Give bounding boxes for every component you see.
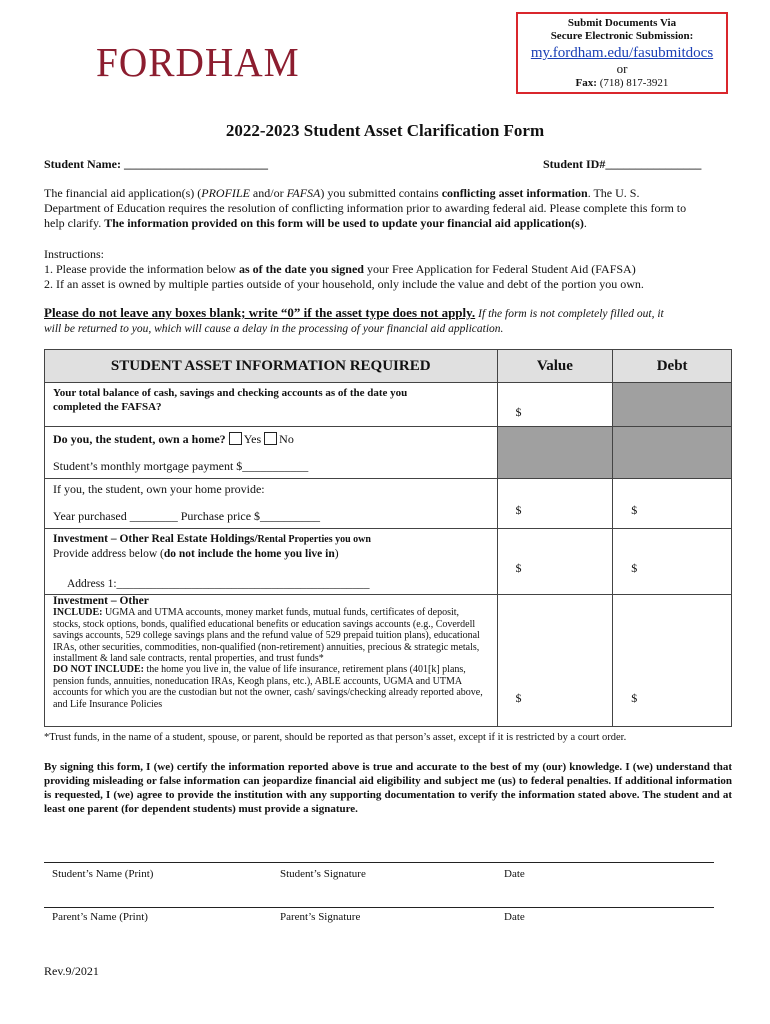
yes-checkbox[interactable] — [229, 432, 242, 445]
revision-label: Rev.9/2021 — [44, 964, 99, 978]
submit-or: or — [616, 61, 628, 76]
address-field[interactable]: Address 1:____________________________________________ — [67, 578, 370, 590]
fax-label: Fax: — [575, 77, 597, 89]
student-id-field[interactable]: Student ID#________________ — [543, 157, 702, 171]
instruction-1: 1. Please provide the information below as of the date you signed your Free Application for Federal Student Aid (FAFSA) — [44, 262, 636, 276]
investment-debt-input[interactable]: $ — [613, 595, 732, 727]
instructions — [44, 247, 734, 292]
home-value-shaded — [497, 427, 613, 479]
investment-other-cell: Investment – Other INCLUDE: UGMA and UTMA accounts, money market funds, mutual funds, certificates of deposit, stocks, stock options, bonds, qualified educational benefits or education savings accounts (e.g., Coverdell savings accounts, 529 college savings plans and the refund value of 529 prepaid tuition plans), educational IRAs, other securities, commodities, non-qualified (non-retirement) annuities, precious & strategic metals, installment & land sale contracts, rental properties, and trust funds* DO NOT INCLUDE: the home you live in, the value of life insurance, retirement plans (401[k] plans, pension funds, annuities, noneducation IRAs, Keogh plans, etc.), ABLE accounts, UGMA and UTMA accounts for which you are the custodian but not the owner, cash/ savings/checking already reported above, and Life Insurance Policies — [45, 595, 498, 727]
real-estate-debt-input[interactable]: $ — [613, 529, 732, 595]
student-signature-label: Student’s Signature — [280, 868, 366, 880]
col-debt-header: Debt — [613, 350, 732, 383]
certification-statement: By signing this form, I (we) certify the information reported above is true and accurate to the best of my (our) knowledge. I (we) understand that providing misleading or false information can jeopardize financial aid eligibility and subject me (us) to federal penalties. If additional information is requested, I (we) agree to provide the institution with any supporting documentation to verify the information stated above. The student and at least one parent (for dependent students) must provide a signature. — [44, 761, 732, 815]
intro-line-2: Department of Education requires the resolution of conflicting information prior to awarding federal aid. Please complete this form to — [44, 201, 687, 215]
student-date-label: Date — [504, 868, 525, 880]
home-question-cell: Do you, the student, own a home? Yes No Student’s monthly mortgage payment $___________ — [45, 427, 498, 479]
cash-savings-question: Your total balance of cash, savings and checking accounts as of the date you completed the FAFSA? — [45, 383, 498, 427]
parent-date-label: Date — [504, 911, 525, 923]
submit-line-2: Secure Electronic Submission: — [550, 30, 694, 42]
investment-value-input[interactable]: $ — [497, 595, 613, 727]
no-checkbox[interactable] — [264, 432, 277, 445]
signature-line-student[interactable] — [44, 862, 714, 863]
parent-signature-label: Parent’s Signature — [280, 911, 361, 923]
real-estate-value-input[interactable]: $ — [497, 529, 613, 595]
trust-fund-note: *Trust funds, in the name of a student, spouse, or parent, should be reported as that person’s asset, except if it is restricted by a court order. — [44, 732, 627, 743]
fordham-logo: FORDHAM — [96, 39, 300, 85]
home-debt-shaded — [613, 427, 732, 479]
submit-url-link[interactable]: my.fordham.edu/fasubmitdocs — [530, 45, 714, 61]
asset-table — [44, 349, 732, 727]
warning-note: Please do not leave any boxes blank; write “0” if the asset type does not apply. If the form is not completely filled out, it will be returned to you, which will cause a delay in the processing of your financial aid application. — [44, 305, 664, 335]
home-value-input[interactable]: $ — [497, 479, 613, 529]
submit-line-1: Submit Documents Via — [567, 17, 677, 29]
table-row — [45, 383, 732, 427]
instructions-heading: Instructions: — [44, 247, 104, 261]
student-name-label: Student’s Name (Print) — [52, 868, 154, 880]
submit-info-box — [516, 12, 728, 94]
mortgage-field[interactable]: Student’s monthly mortgage payment $___________ — [53, 459, 309, 473]
table-row — [45, 595, 732, 727]
intro-paragraph — [44, 186, 734, 231]
year-price-field[interactable]: Year purchased ________ Purchase price $__________ — [53, 509, 321, 523]
home-debt-input[interactable]: $ — [613, 479, 732, 529]
table-row — [45, 529, 732, 595]
fax-number: (718) 817-3921 — [599, 77, 669, 89]
col-info-header: STUDENT ASSET INFORMATION REQUIRED — [45, 350, 498, 383]
real-estate-cell: Investment – Other Real Estate Holdings/Rental Properties you own Provide address below (do not include the home you live in) Address 1:____________________________________________ — [45, 529, 498, 595]
col-value-header: Value — [497, 350, 613, 383]
table-row — [45, 479, 732, 529]
form-title: 2022-2023 Student Asset Clarification Form — [225, 121, 545, 140]
signature-line-parent[interactable] — [44, 907, 714, 908]
intro-line-1: The financial aid application(s) (PROFILE and/or FAFSA) you submitted contains conflicting asset information. The U. S. — [44, 186, 640, 200]
student-name-field[interactable]: Student Name: ________________________ — [44, 157, 268, 171]
cash-value-input[interactable]: $ — [497, 383, 613, 427]
home-details-cell: If you, the student, own your home provide: Year purchased ________ Purchase price $__________ — [45, 479, 498, 529]
table-row — [45, 427, 732, 479]
parent-name-label: Parent’s Name (Print) — [52, 911, 148, 923]
table-header-row — [45, 350, 732, 383]
cash-debt-shaded — [613, 383, 732, 427]
instruction-2: 2. If an asset is owned by multiple parties outside of your household, only include the value and debt of the portion you own. — [44, 277, 644, 291]
fax-line — [518, 77, 726, 89]
intro-line-3: help clarify. The information provided on this form will be used to update your financial aid application(s). — [44, 216, 587, 230]
